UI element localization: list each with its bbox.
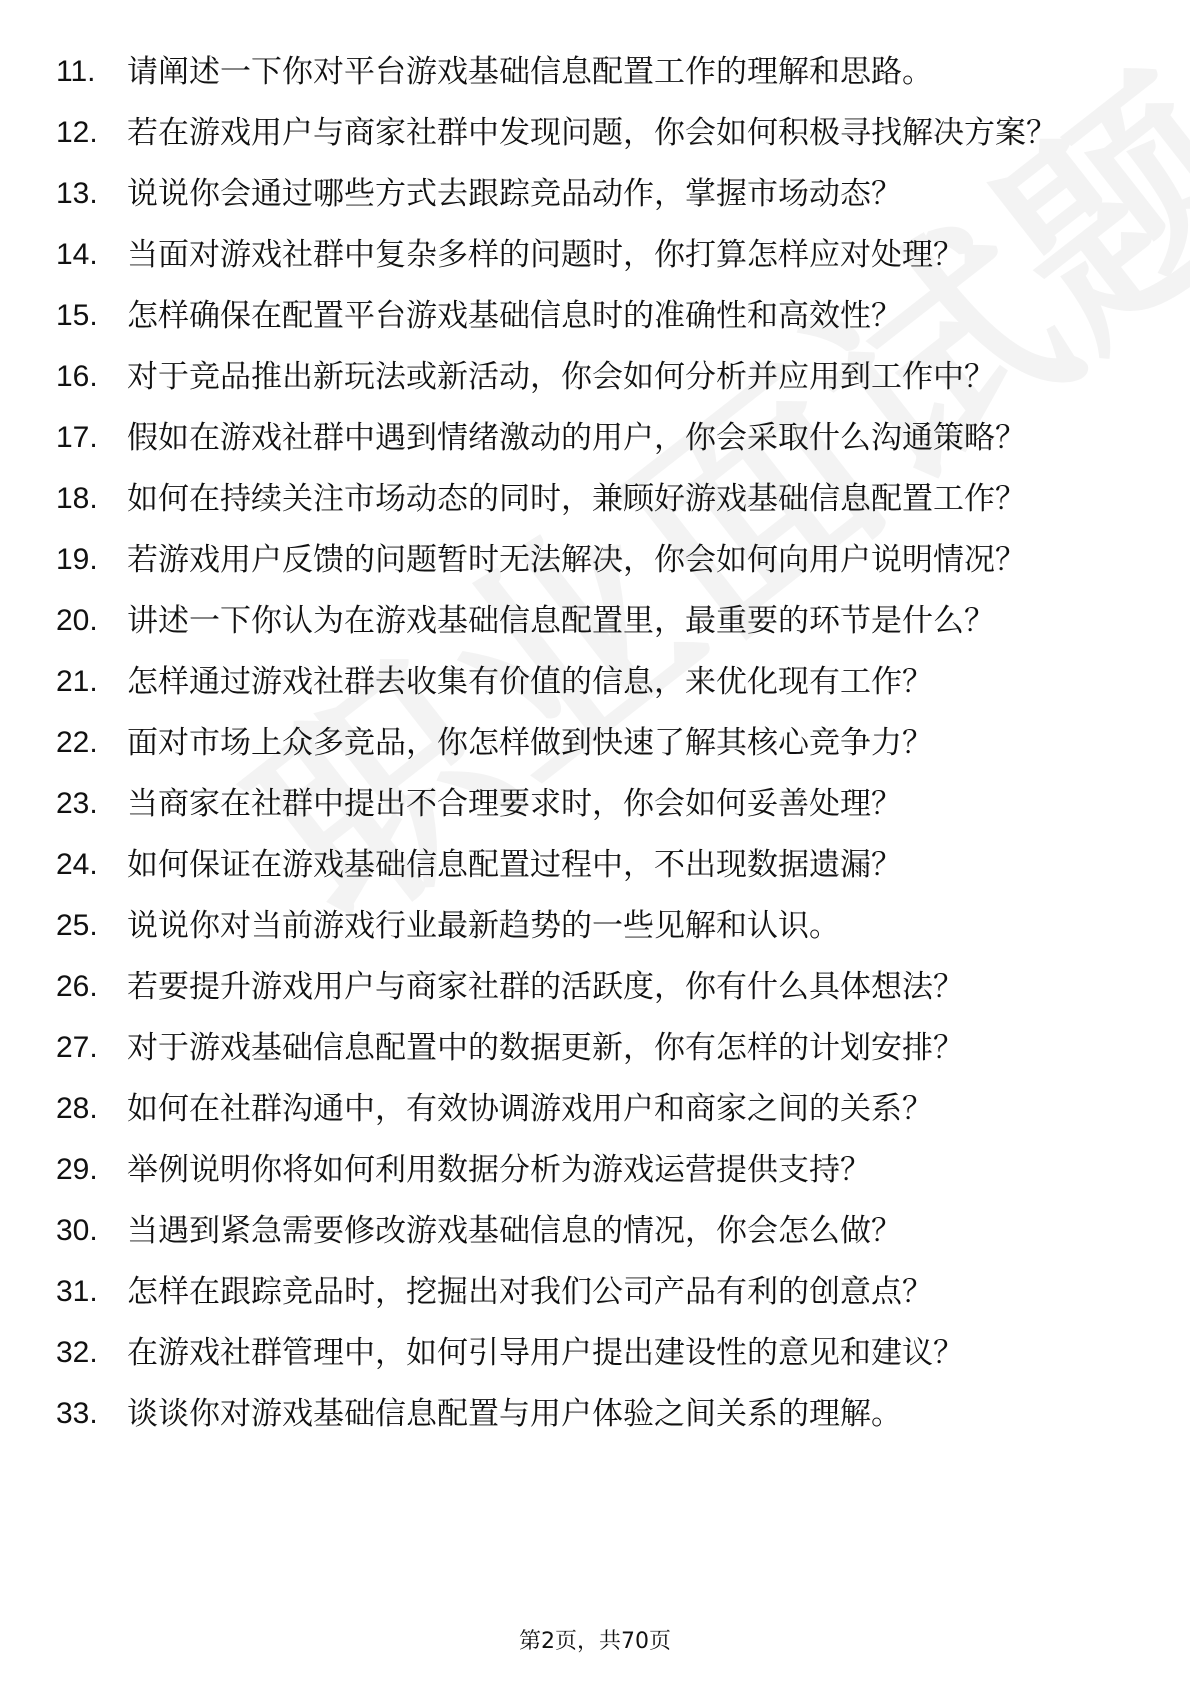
question-number: 17. — [56, 421, 98, 454]
question-item — [0, 1272, 1190, 1312]
question-number: 30. — [56, 1214, 98, 1247]
question-item — [0, 1211, 1190, 1251]
question-number: 27. — [56, 1031, 98, 1064]
question-item — [0, 845, 1190, 885]
question-number: 32. — [56, 1336, 98, 1369]
question-text: 怎样通过游戏社群去收集有价值的信息，来优化现有工作？ — [127, 664, 933, 700]
question-text: 谈谈你对游戏基础信息配置与用户体验之间关系的理解。 — [127, 1396, 902, 1432]
question-text: 若在游戏用户与商家社群中发现问题，你会如何积极寻找解决方案？ — [127, 115, 1057, 151]
question-text: 如何保证在游戏基础信息配置过程中，不出现数据遗漏？ — [127, 847, 902, 883]
question-item — [0, 723, 1190, 763]
question-list — [0, 52, 1190, 1455]
question-text: 如何在持续关注市场动态的同时，兼顾好游戏基础信息配置工作？ — [127, 481, 1026, 517]
question-number: 24. — [56, 848, 98, 881]
question-item — [0, 235, 1190, 275]
question-text: 当商家在社群中提出不合理要求时，你会如何妥善处理？ — [127, 786, 902, 822]
question-text: 对于游戏基础信息配置中的数据更新，你有怎样的计划安排？ — [127, 1030, 964, 1066]
question-number: 31. — [56, 1275, 98, 1308]
question-item — [0, 52, 1190, 92]
question-text: 讲述一下你认为在游戏基础信息配置里，最重要的环节是什么？ — [127, 603, 995, 639]
question-item — [0, 1150, 1190, 1190]
question-text: 面对市场上众多竞品，你怎样做到快速了解其核心竞争力？ — [127, 725, 933, 761]
question-number: 22. — [56, 726, 98, 759]
page-footer: 第2页，共70页 — [519, 1629, 671, 1654]
question-item — [0, 113, 1190, 153]
question-number: 15. — [56, 299, 98, 332]
question-number: 14. — [56, 238, 98, 271]
question-text: 若游戏用户反馈的问题暂时无法解决，你会如何向用户说明情况？ — [127, 542, 1026, 578]
question-item — [0, 296, 1190, 336]
question-item — [0, 906, 1190, 946]
question-item — [0, 1089, 1190, 1129]
question-text: 怎样确保在配置平台游戏基础信息时的准确性和高效性？ — [127, 298, 902, 334]
question-text: 当遇到紧急需要修改游戏基础信息的情况，你会怎么做？ — [127, 1213, 902, 1249]
question-item — [0, 479, 1190, 519]
question-text: 对于竞品推出新玩法或新活动，你会如何分析并应用到工作中？ — [127, 359, 995, 395]
question-text: 如何在社群沟通中，有效协调游戏用户和商家之间的关系？ — [127, 1091, 933, 1127]
question-number: 23. — [56, 787, 98, 820]
question-number: 16. — [56, 360, 98, 393]
question-number: 33. — [56, 1397, 98, 1430]
question-number: 25. — [56, 909, 98, 942]
question-item — [0, 357, 1190, 397]
question-text: 请阐述一下你对平台游戏基础信息配置工作的理解和思路。 — [127, 54, 933, 90]
question-number: 13. — [56, 177, 98, 210]
question-text: 说说你会通过哪些方式去跟踪竞品动作，掌握市场动态？ — [127, 176, 902, 212]
question-number: 29. — [56, 1153, 98, 1186]
question-item — [0, 418, 1190, 458]
question-number: 20. — [56, 604, 98, 637]
question-number: 19. — [56, 543, 98, 576]
question-item — [0, 174, 1190, 214]
question-item — [0, 967, 1190, 1007]
question-text: 若要提升游戏用户与商家社群的活跃度，你有什么具体想法？ — [127, 969, 964, 1005]
question-item — [0, 1394, 1190, 1434]
question-number: 12. — [56, 116, 98, 149]
question-item — [0, 662, 1190, 702]
question-item — [0, 1028, 1190, 1068]
question-number: 21. — [56, 665, 98, 698]
question-item — [0, 1333, 1190, 1373]
question-number: 11. — [56, 55, 96, 88]
question-number: 28. — [56, 1092, 98, 1125]
question-text: 怎样在跟踪竞品时，挖掘出对我们公司产品有利的创意点？ — [127, 1274, 933, 1310]
question-item — [0, 601, 1190, 641]
question-item — [0, 540, 1190, 580]
question-text: 假如在游戏社群中遇到情绪激动的用户，你会采取什么沟通策略？ — [127, 420, 1026, 456]
question-text: 说说你对当前游戏行业最新趋势的一些见解和认识。 — [127, 908, 840, 944]
question-number: 26. — [56, 970, 98, 1003]
question-text: 举例说明你将如何利用数据分析为游戏运营提供支持？ — [127, 1152, 871, 1188]
question-item — [0, 784, 1190, 824]
question-text: 在游戏社群管理中，如何引导用户提出建设性的意见和建议？ — [127, 1335, 964, 1371]
question-number: 18. — [56, 482, 98, 515]
question-text: 当面对游戏社群中复杂多样的问题时，你打算怎样应对处理？ — [127, 237, 964, 273]
